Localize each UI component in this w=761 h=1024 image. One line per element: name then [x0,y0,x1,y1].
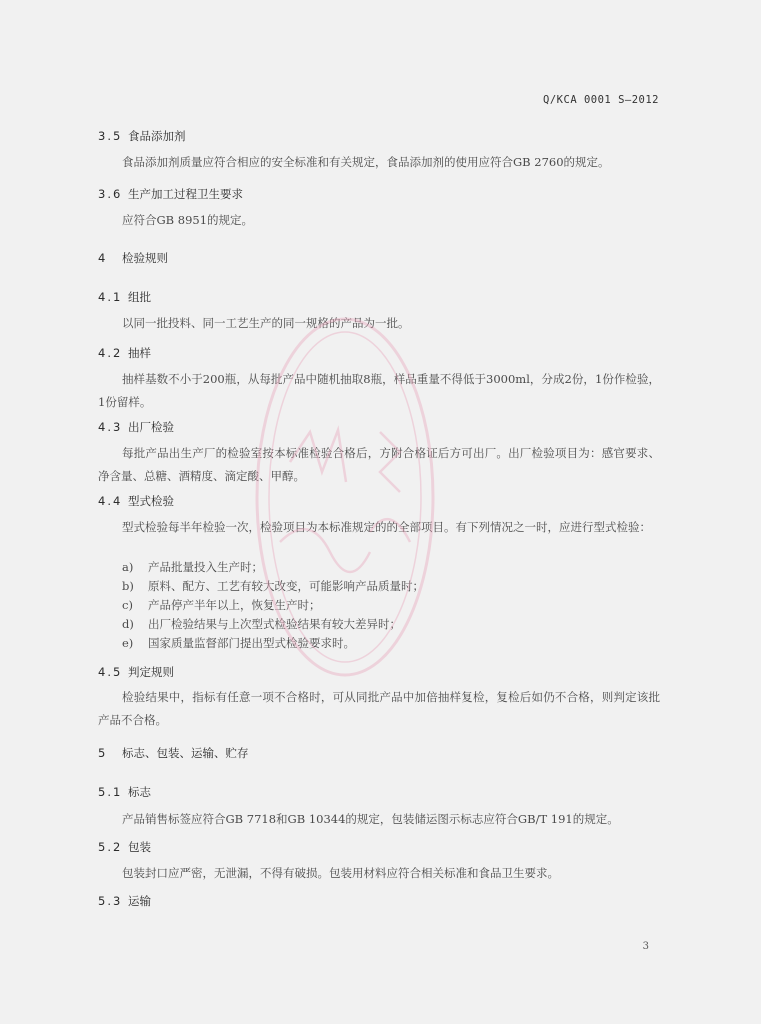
inspection-conditions-list [122,558,424,653]
heading-number: 5.2 [98,840,123,854]
heading-title: 标志、包装、运输、贮存 [122,746,249,760]
page-number: 3 [642,941,649,952]
heading-number: 4.5 [98,665,123,679]
list-marker: c) [122,598,133,612]
heading-title: 标志 [128,785,151,799]
heading-number: 3.6 [98,187,123,201]
paragraph-4-4: 型式检验每半年检验一次，检验项目为本标准规定的的全部项目。有下列情况之一时，应进行型式检验： [122,520,651,534]
heading-number: 4.3 [98,420,123,434]
heading-number: 4.2 [98,346,123,360]
heading-3-5 [98,128,186,144]
heading-4-4 [98,493,174,509]
heading-3-6 [98,186,243,202]
list-text: 原料、配方、工艺有较大改变，可能影响产品质量时； [148,579,424,593]
heading-number: 5.3 [98,894,123,908]
heading-title: 运输 [128,894,151,908]
paragraph-4-2: 抽样基数不小于200瓶，从每批产品中随机抽取8瓶，样品重量不得低于3000ml，分成2份，1份作检验，1份留样。 [98,372,660,409]
list-marker: d) [122,617,134,631]
heading-number: 5 [98,746,108,760]
list-item [122,558,424,577]
heading-number: 3.5 [98,129,123,143]
heading-title: 检验规则 [122,251,168,265]
heading-5-1 [98,784,151,800]
heading-number: 4.1 [98,290,123,304]
list-text: 国家质量监督部门提出型式检验要求时。 [148,636,355,650]
heading-4-3 [98,419,174,435]
heading-number: 4 [98,251,108,265]
heading-title: 型式检验 [128,494,174,508]
heading-number: 5.1 [98,785,123,799]
paragraph-4-3: 每批产品出生产厂的检验室按本标准检验合格后，方附合格证后方可出厂。出厂检验项目为：感官要求、净含量、总糖、酒精度、滴定酸、甲醇。 [98,446,660,483]
list-marker: a) [122,560,134,574]
heading-4-5 [98,664,174,680]
heading-4 [98,250,168,266]
heading-4-2 [98,345,151,361]
paragraph-5-1: 产品销售标签应符合GB 7718和GB 10344的规定，包装储运图示标志应符合GB/T 191的规定。 [122,812,619,826]
paragraph-5-2: 包装封口应严密，无泄漏，不得有破损。包装用材料应符合相关标准和食品卫生要求。 [122,866,559,880]
list-item [122,615,424,634]
list-item [122,577,424,596]
heading-4-1 [98,289,151,305]
list-marker: b) [122,579,134,593]
list-item [122,596,424,615]
heading-title: 抽样 [128,346,151,360]
heading-5-3 [98,893,151,909]
heading-5-2 [98,839,151,855]
list-item [122,634,424,653]
heading-title: 食品添加剂 [128,129,186,143]
heading-5 [98,745,249,761]
list-text: 出厂检验结果与上次型式检验结果有较大差异时； [148,617,401,631]
standard-number: Q/KCA 0001 S—2012 [543,94,659,106]
list-text: 产品停产半年以上，恢复生产时； [148,598,321,612]
list-marker: e) [122,636,134,650]
paragraph-4-5: 检验结果中，指标有任意一项不合格时，可从同批产品中加倍抽样复检，复检后如仍不合格，则判定该批产品不合格。 [98,690,660,727]
paragraph-3-6: 应符合GB 8951的规定。 [122,213,254,227]
heading-title: 判定规则 [128,665,174,679]
heading-title: 组批 [128,290,151,304]
paragraph-3-5: 食品添加剂质量应符合相应的安全标准和有关规定，食品添加剂的使用应符合GB 2760的规定。 [122,155,610,169]
paragraph-4-1: 以同一批投料、同一工艺生产的同一规格的产品为一批。 [122,316,410,330]
list-text: 产品批量投入生产时； [148,560,263,574]
heading-number: 4.4 [98,494,123,508]
heading-title: 生产加工过程卫生要求 [128,187,243,201]
heading-title: 出厂检验 [128,420,174,434]
heading-title: 包装 [128,840,151,854]
